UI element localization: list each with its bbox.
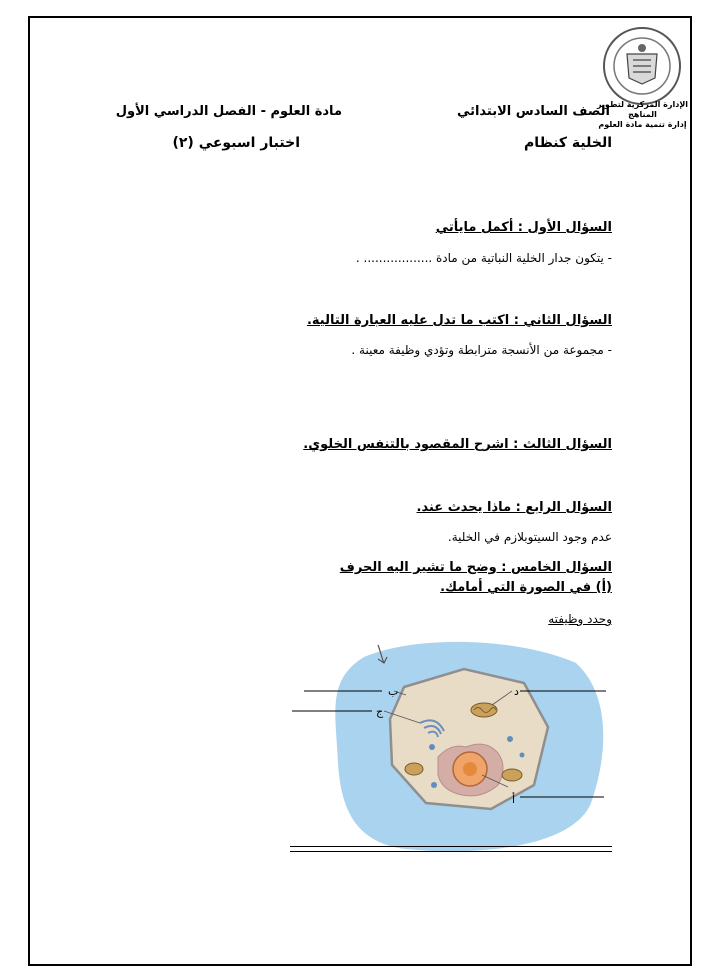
animal-cell-diagram xyxy=(286,635,616,855)
label-d: د xyxy=(514,685,519,698)
question-1-title: السؤال الأول : أكمل مايأتي xyxy=(435,220,612,235)
label-j: ج xyxy=(376,705,384,718)
vesicle xyxy=(431,782,437,788)
test-title: اختبار اسبوعي (٢) xyxy=(172,135,300,151)
question-5-text: وحدد وظيفته xyxy=(548,612,612,626)
mitochondrion-3 xyxy=(502,769,522,781)
grade-label: الصف السادس الابتدائي xyxy=(456,104,610,119)
vesicle xyxy=(429,744,435,750)
vesicle xyxy=(520,753,525,758)
mitochondrion-2 xyxy=(405,763,423,775)
subject-term-label: مادة العلوم - الفصل الدراسي الأول xyxy=(115,104,342,119)
mitochondrion xyxy=(471,703,497,717)
vesicle xyxy=(507,736,513,742)
nucleolus xyxy=(463,762,477,776)
question-2-text: - مجموعة من الأنسجة مترابطة وتؤدي وظيفة معينة . xyxy=(351,343,612,357)
logo-caption-line2: إدارة تنمية مادة العلوم xyxy=(598,120,687,129)
lesson-title: الخلية كنظام xyxy=(524,135,612,151)
question-5-title-line1: السؤال الخامس : وضح ما تشير اليه الحرف xyxy=(339,560,612,575)
question-1-text: - يتكون جدار الخلية النباتية من مادة .................. . xyxy=(355,251,612,265)
logo-caption-line1: الإدارة المركزية لتطوير المناهج xyxy=(596,100,689,119)
question-5-title-line2: (أ) في الصورة التي أمامك. xyxy=(440,580,612,595)
question-3-title: السؤال الثالث : اشرح المقصود بالتنفس الخلوي. xyxy=(303,437,612,452)
question-2-title: السؤال الثاني : اكتب ما تدل عليه العبارة التالية. xyxy=(306,313,612,328)
label-a: أ xyxy=(512,793,516,806)
question-4-text: عدم وجود السيتوبلازم في الخلية. xyxy=(447,530,612,544)
bottom-rule-2 xyxy=(290,851,612,852)
question-4-title: السؤال الرابع : ماذا يحدث عند. xyxy=(416,500,612,515)
bottom-rule-1 xyxy=(290,846,612,847)
label-b: ب xyxy=(388,685,399,698)
